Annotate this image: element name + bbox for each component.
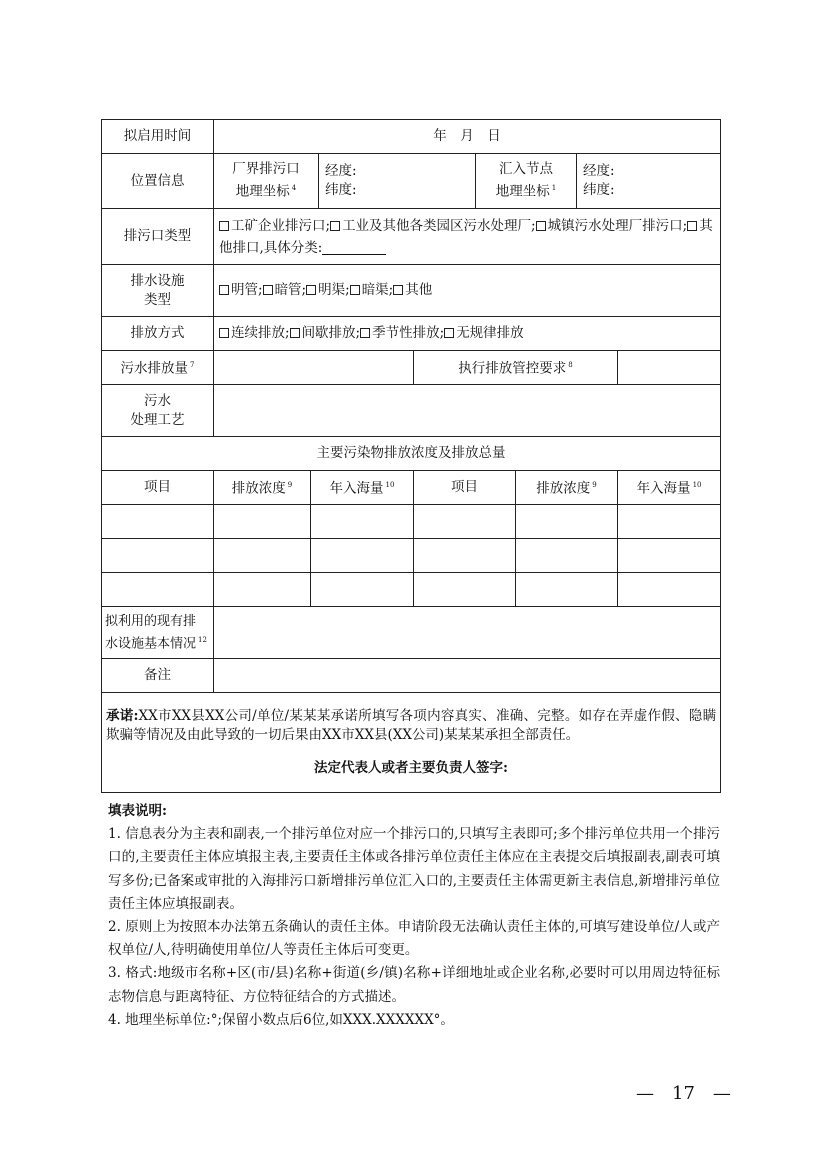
outfall-latitude[interactable]: 纬度:: [325, 182, 357, 198]
table-cell[interactable]: [414, 573, 516, 607]
process-label-line2: 处理工艺: [130, 411, 185, 428]
header-annual-volume: 年入海量 $^{10}$: [618, 471, 721, 505]
drainage-type-label-line2: 类型: [144, 291, 171, 308]
checkbox[interactable]: [290, 328, 300, 338]
outfall-type-option-4[interactable]: 其他排口,具体分类:: [219, 217, 713, 256]
discharge-option-1[interactable]: 连续排放;: [219, 325, 290, 341]
junction-coord-label-line1: 汇入节点: [499, 161, 553, 178]
footnote-ref: 9: [287, 481, 293, 490]
drainage-option-3[interactable]: 明渠;: [306, 282, 350, 298]
table-cell[interactable]: [214, 539, 311, 573]
table-cell[interactable]: [102, 573, 214, 607]
checkbox[interactable]: [350, 285, 360, 295]
checkbox[interactable]: [330, 221, 340, 231]
existing-facility-label-line1: 拟利用的现有排: [105, 613, 197, 629]
footnote-ref: 8: [568, 361, 573, 370]
junction-coord-label: [476, 154, 577, 208]
row-promise: [102, 693, 721, 793]
remarks-field[interactable]: [214, 659, 721, 693]
drainage-option-2[interactable]: 暗管;: [263, 282, 307, 298]
table-cell[interactable]: [414, 539, 516, 573]
header-item: 项目: [102, 471, 214, 505]
row-existing-facility: [102, 607, 721, 659]
junction-coord-label-line2: 地理坐标: [495, 183, 550, 200]
outfall-type-option-1[interactable]: 工矿企业排污口;: [219, 218, 330, 234]
header-concentration: 排放浓度 $^9$: [214, 471, 311, 505]
junction-longitude[interactable]: 经度:: [583, 163, 615, 179]
checkbox[interactable]: [360, 328, 370, 338]
checkbox[interactable]: [444, 328, 454, 338]
discharge-mode-label: 排放方式: [102, 317, 214, 351]
table-cell[interactable]: [214, 573, 311, 607]
notes-title: 填表说明:: [108, 803, 167, 819]
checkbox[interactable]: [219, 285, 229, 295]
drainage-option-5[interactable]: 其他: [393, 282, 432, 298]
row-discharge-mode: [102, 317, 721, 351]
discharge-option-3[interactable]: 季节性排放;: [360, 325, 444, 341]
outfall-coord-label-line2: 地理坐标: [235, 183, 290, 200]
discharge-mode-options: [214, 317, 721, 351]
promise-text: XX市XX县XX公司/单位/某某某承诺所填写各项内容真实、准确、完整。如存在弄虚作假、隐瞒欺骗等情况及由此导致的一切后果由XX市XX县(XX公司)某某某承担全部责任。: [106, 708, 717, 743]
info-form-table: [101, 119, 721, 793]
checkbox[interactable]: [263, 285, 273, 295]
checkbox[interactable]: [219, 328, 229, 338]
row-process: [102, 385, 721, 437]
wastewater-volume-label: 污水排放量 $^7$: [102, 351, 214, 385]
footnote-ref: 12: [198, 635, 207, 644]
note-item: 4. 地理坐标单位:°;保留小数点后6位,如XXX.XXXXXX°。: [108, 1011, 454, 1028]
signature-label: 法定代表人或者主要负责人签字:: [314, 760, 509, 776]
row-start-time: [102, 120, 721, 154]
row-drainage-type: [102, 265, 721, 317]
wastewater-volume-field[interactable]: [214, 351, 414, 385]
table-cell[interactable]: [516, 573, 618, 607]
row-pollutant-title: [102, 437, 721, 471]
pollutant-row: [102, 573, 721, 607]
table-cell[interactable]: [618, 539, 721, 573]
start-time-label: 拟启用时间: [102, 120, 214, 154]
outfall-type-label: 排污口类型: [102, 209, 214, 265]
note-item: 1. 信息表分为主表和副表,一个排污单位对应一个排污口的,只填写主表即可;多个排污单位共用一个排污口的,主要责任主体应填报主表,主要责任主体或各排污单位责任主体应在主表提交后填报副表,副表可填写多份;已备案或审批的入海排污口新增排污单位汇入口的,主要责任主体需更新主表信息,新增排污单位责任主体应填报副表。: [108, 826, 720, 912]
checkbox[interactable]: [687, 221, 697, 231]
outfall-type-option-2[interactable]: 工业及其他各类园区污水处理厂;: [330, 218, 536, 234]
junction-latitude[interactable]: 纬度:: [583, 182, 615, 198]
outfall-longitude[interactable]: 经度:: [325, 163, 357, 179]
row-remarks: [102, 659, 721, 693]
footnote-ref: 1: [551, 184, 557, 193]
process-field[interactable]: [214, 385, 721, 437]
control-requirement-field[interactable]: [618, 351, 721, 385]
discharge-option-2[interactable]: 间歇排放;: [290, 325, 361, 341]
footnote-ref: 9: [592, 481, 597, 490]
remarks-label: 备注: [102, 659, 214, 693]
drainage-type-label: [102, 265, 214, 317]
outfall-type-options: [214, 209, 721, 265]
promise-section: [102, 693, 721, 793]
drainage-type-label-line1: 排水设施: [130, 272, 185, 289]
existing-facility-field[interactable]: [214, 607, 721, 659]
start-time-field[interactable]: 年 月 日: [214, 120, 721, 154]
row-volume: [102, 351, 721, 385]
existing-facility-label: [102, 607, 214, 659]
table-cell[interactable]: [618, 573, 721, 607]
category-blank-field[interactable]: [322, 240, 386, 255]
drainage-type-options: [214, 265, 721, 317]
existing-facility-label-line2: 水设施基本情况: [105, 636, 197, 652]
row-outfall-type: [102, 209, 721, 265]
control-requirement-label: 执行排放管控要求 $^8$: [414, 351, 618, 385]
drainage-option-4[interactable]: 暗渠;: [350, 282, 394, 298]
filling-instructions: [108, 800, 720, 1032]
process-label: [102, 385, 214, 437]
checkbox[interactable]: [393, 285, 403, 295]
outfall-coord-label: [214, 160, 318, 202]
checkbox[interactable]: [306, 285, 316, 295]
page-number: — 17 —: [636, 1083, 731, 1104]
table-cell[interactable]: [214, 505, 311, 539]
table-cell[interactable]: [311, 505, 414, 539]
header-item: 项目: [414, 471, 516, 505]
table-cell[interactable]: [516, 539, 618, 573]
outfall-coord-field[interactable]: [318, 154, 476, 208]
discharge-option-4[interactable]: 无规律排放: [444, 325, 524, 341]
table-cell[interactable]: [102, 539, 214, 573]
pollutant-row: [102, 539, 721, 573]
outfall-type-option-3[interactable]: 城镇污水处理厂排污口;: [536, 218, 688, 234]
process-label-line1: 污水: [144, 392, 171, 409]
table-cell[interactable]: [311, 539, 414, 573]
note-item: 3. 格式:地级市名称+区(市/县)名称+街道(乡/镇)名称+详细地址或企业名称,必要时可以用周边特征标志物信息与距离特征、方位特征结合的方式描述。: [108, 965, 720, 1005]
header-annual-volume: 年入海量 $^{10}$: [311, 471, 414, 505]
drainage-option-1[interactable]: 明管;: [219, 282, 263, 298]
pollutants-title: 主要污染物排放浓度及排放总量: [102, 437, 721, 471]
table-cell[interactable]: [102, 505, 214, 539]
note-item: 2. 原则上为按照本办法第五条确认的责任主体。申请阶段无法确认责任主体的,可填写建设单位/人或产权单位/人,待明确使用单位/人等责任主体后可变更。: [108, 919, 720, 959]
promise-title: 承诺:: [106, 708, 139, 724]
pollutant-row: [102, 505, 721, 539]
checkbox[interactable]: [536, 221, 546, 231]
footnote-ref: 7: [190, 361, 195, 370]
footnote-ref: 10: [692, 481, 702, 490]
checkbox[interactable]: [219, 221, 229, 231]
row-location: [102, 154, 721, 209]
location-label: 位置信息: [102, 154, 214, 209]
header-concentration: 排放浓度 $^9$: [516, 471, 618, 505]
table-cell[interactable]: [516, 505, 618, 539]
table-cell[interactable]: [414, 505, 516, 539]
table-cell[interactable]: [618, 505, 721, 539]
outfall-coord-label-line1: 厂界排污口: [232, 161, 300, 178]
footnote-ref: 4: [291, 184, 297, 193]
row-pollutant-headers: [102, 471, 721, 505]
junction-coord-field[interactable]: [577, 162, 615, 200]
footnote-ref: 10: [385, 481, 395, 490]
location-cell: [214, 154, 721, 209]
table-cell[interactable]: [311, 573, 414, 607]
